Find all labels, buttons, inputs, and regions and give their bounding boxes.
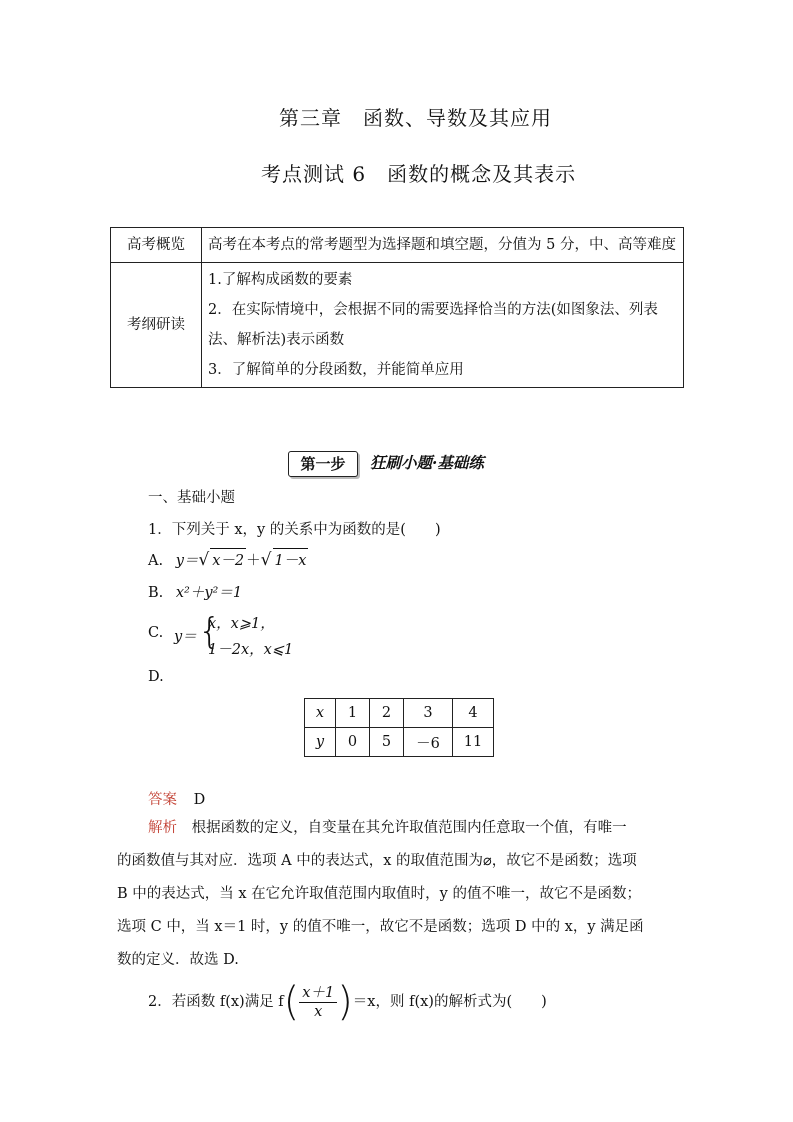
fraction — [299, 984, 337, 1021]
option-a — [148, 548, 308, 570]
question-2 — [148, 980, 547, 1024]
table-cell: x — [305, 699, 336, 728]
overview-header-gaokao: 高考概览 — [111, 228, 202, 263]
overview-row — [111, 228, 684, 263]
overview-text-gaokao: 高考在本考点的常考题型为选择题和填空题，分值为 5 分，中、高等难度 — [202, 228, 684, 263]
option-c-case-2: 1－2x，x⩽1 — [208, 642, 294, 658]
analysis-line: B 中的表达式，当 x 在它允许取值范围内取值时，y 的值不唯一，故它不是函数； — [117, 886, 641, 902]
sqrt-symbol: √ — [198, 550, 210, 570]
question-1-stem: 1．下列关于 x，y 的关系中为函数的是( ) — [148, 522, 441, 538]
option-c-label: C. — [148, 625, 164, 641]
table-cell: 3 — [404, 699, 453, 728]
option-c-case-1: x，x⩾1， — [208, 616, 275, 632]
option-a-plus: ＋ — [246, 553, 261, 569]
table-row-x — [305, 699, 494, 728]
analysis-line: 数的定义．故选 D. — [117, 952, 239, 968]
kaogang-item: 1.了解构成函数的要素 — [208, 272, 353, 288]
table-cell: 0 — [336, 728, 370, 757]
analysis-line: 的函数值与其对应．选项 A 中的表达式，x 的取值范围为⌀，故它不是函数；选项 — [117, 853, 637, 869]
overview-table — [110, 227, 684, 388]
table-cell: 4 — [453, 699, 494, 728]
answer-label: 答案 — [148, 792, 177, 808]
piecewise-brace: { — [198, 611, 221, 652]
answer — [148, 788, 205, 809]
option-b — [148, 581, 242, 602]
paren-left: ( — [283, 979, 300, 1025]
fraction-denominator: x — [314, 1003, 323, 1020]
fraction-numerator: x＋1 — [299, 984, 337, 1003]
option-a-y: y＝ — [175, 553, 199, 569]
step-badge: 第一步 — [288, 451, 358, 477]
analysis-line: 选项 C 中，当 x＝1 时，y 的值不唯一，故它不是函数；选项 D 中的 x，y 满足函 — [117, 919, 644, 935]
table-cell: 5 — [370, 728, 404, 757]
sqrt-symbol: √ — [260, 550, 272, 570]
table-cell: 1 — [336, 699, 370, 728]
option-b-text: x²＋y²＝1 — [175, 585, 243, 601]
kaogang-item: 2．在实际情境中，会根据不同的需要选择恰当的方法(如图象法、列表法、解析法)表示函数 — [208, 302, 658, 348]
step-title: 狂刷小题·基础练 — [370, 453, 484, 472]
table-cell: －6 — [404, 728, 453, 757]
paren-right: ) — [337, 979, 353, 1025]
section-heading: 一、基础小题 — [148, 490, 235, 506]
test-title: 考点测试 6 函数的概念及其表示 — [261, 162, 577, 186]
chapter-title: 第三章 函数、导数及其应用 — [279, 106, 552, 130]
question-2-prefix: 2．若函数 f(x)满足 f — [148, 994, 284, 1010]
overview-items-kaogang — [202, 263, 684, 388]
analysis — [117, 812, 644, 977]
option-d-label: D. — [148, 669, 164, 685]
option-c-y: y＝ — [174, 629, 197, 645]
question-2-suffix: ＝x，则 f(x)的解析式为( ) — [352, 994, 547, 1010]
option-b-label: B. — [148, 585, 164, 601]
analysis-text: 根据函数的定义，自变量在其允许取值范围内任意取一个值，有唯一 — [191, 820, 627, 836]
table-cell: y — [305, 728, 336, 757]
option-a-radicand-1: x－2 — [210, 548, 246, 570]
overview-header-kaogang: 考纲研读 — [111, 263, 202, 388]
kaogang-item: 3．了解简单的分段函数，并能简单应用 — [208, 362, 464, 378]
analysis-line — [117, 812, 644, 845]
table-cell: 2 — [370, 699, 404, 728]
option-a-radicand-2: 1－x — [273, 548, 309, 570]
option-a-label: A. — [148, 553, 164, 569]
overview-row — [111, 263, 684, 388]
function-value-table — [304, 698, 494, 757]
analysis-label: 解析 — [148, 820, 177, 836]
answer-value: D — [193, 792, 206, 808]
table-row-y — [305, 728, 494, 757]
table-cell: 11 — [453, 728, 494, 757]
